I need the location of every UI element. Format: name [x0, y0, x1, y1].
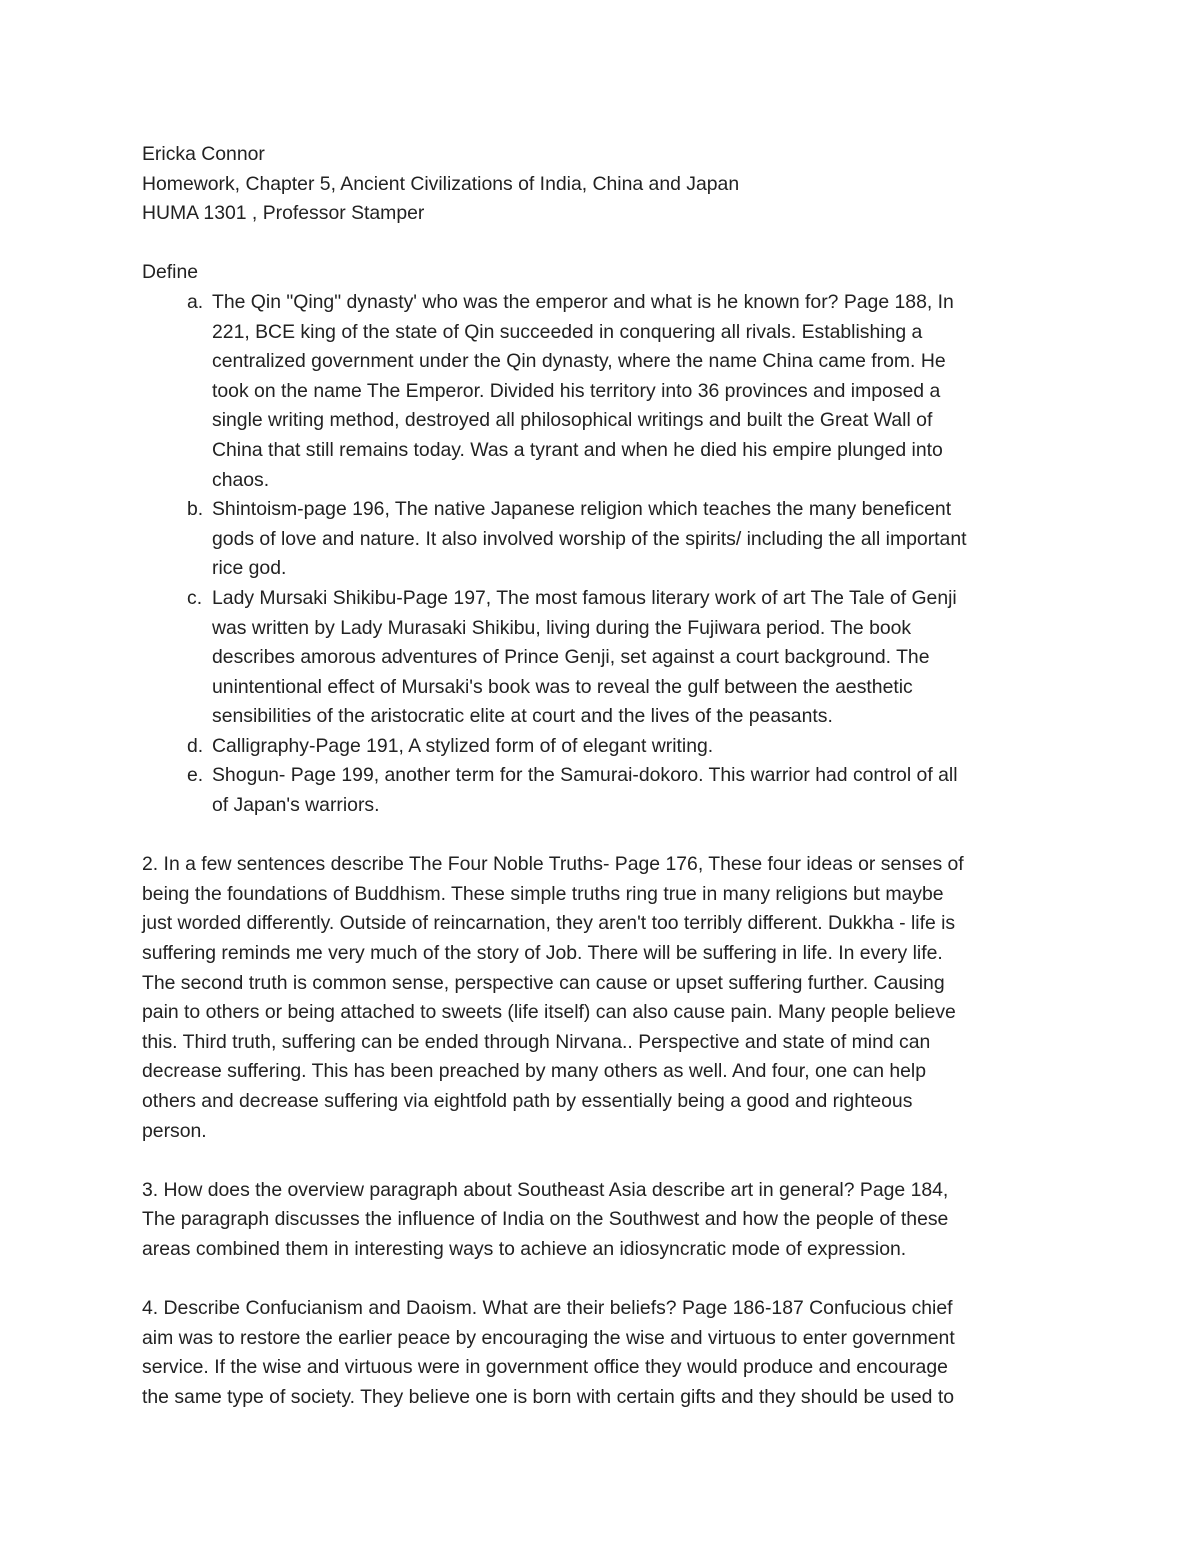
text-line: was written by Lady Murasaki Shikibu, living during the Fujiwara period. The book: [212, 616, 912, 639]
list-marker: d.: [187, 734, 204, 757]
text-line: service. If the wise and virtuous were in government office they would produce and encourage: [142, 1356, 948, 1379]
text-line: Calligraphy-Page 191, A stylized form of of elegant writing.: [212, 734, 714, 757]
list-item: [142, 288, 1062, 495]
list-item-text: [212, 761, 958, 820]
text-line: chaos.: [212, 468, 270, 491]
text-line: Shogun- Page 199, another term for the Samurai-dokoro. This warrior had control of all: [212, 764, 958, 787]
text-line: China that still remains today. Was a tyrant and when he died his empire plunged into: [212, 438, 943, 461]
list-marker: a.: [187, 290, 204, 313]
spacer: [142, 1265, 1062, 1295]
course-info: HUMA 1301 , Professor Stamper: [142, 202, 425, 225]
text-line: others and decrease suffering via eightfold path by essentially being a good and righteous: [142, 1090, 913, 1112]
list-marker: e.: [187, 764, 204, 787]
spacer: [142, 229, 1062, 259]
list-item: [142, 584, 1062, 732]
text-line: unintentional effect of Mursaki's book was to reveal the gulf between the aesthetic: [212, 675, 913, 698]
list-marker-wrap: [142, 288, 212, 495]
text-line: suffering reminds me very much of the story of Job. There will be suffering in life. In every life.: [142, 942, 943, 965]
text-line: single writing method, destroyed all philosophical writings and built the Great Wall of: [212, 409, 933, 432]
text-line: 4. Describe Confucianism and Daoism. What are their beliefs? Page 186-187 Confucious chief: [142, 1297, 953, 1320]
text-line: gods of love and nature. It also involved worship of the spirits/ including the all important: [212, 527, 967, 550]
text-line: 221, BCE king of the state of Qin succeeded in conquering all rivals. Establishing a: [212, 320, 923, 343]
text-line: Lady Mursaki Shikibu-Page 197, The most famous literary work of art The Tale of Genji: [212, 586, 957, 609]
text-line: being the foundations of Buddhism. These simple truths ring true in many religions but maybe: [142, 882, 944, 905]
text-line: of Japan's warriors.: [212, 794, 380, 817]
text-line: sensibilities of the aristocratic elite at court and the lives of the peasants.: [212, 705, 833, 728]
spacer: [142, 1146, 1062, 1176]
text-line: the same type of society. They believe one is born with certain gifts and they should be used to: [142, 1385, 955, 1408]
text-line: person.: [142, 1119, 207, 1142]
list-item: [142, 761, 1062, 820]
document-body: [142, 140, 1062, 1413]
list-item-text: [212, 495, 967, 584]
define-list: [142, 288, 1062, 821]
assignment-title: Homework, Chapter 5, Ancient Civilizations of India, China and Japan: [142, 172, 740, 195]
text-line: The second truth is common sense, perspective can cause or upset suffering further. Causing: [142, 971, 945, 994]
list-item: [142, 495, 1062, 584]
define-heading: Define: [142, 261, 199, 284]
text-line: decrease suffering. This has been preached by many others as well. And four, one can help: [142, 1060, 927, 1083]
text-line: centralized government under the Qin dynasty, where the name China came from. He: [212, 350, 946, 373]
text-line: Shintoism-page 196, The native Japanese religion which teaches the many beneficent: [212, 498, 952, 521]
question-4: [142, 1294, 1062, 1412]
text-line: just worded differently. Outside of reincarnation, they aren't too terribly different. Dukkha - life is: [142, 912, 956, 935]
text-line: rice god.: [212, 557, 287, 580]
list-marker-wrap: [142, 761, 212, 820]
text-line: The paragraph discusses the influence of India on the Southwest and how the people of these: [142, 1208, 949, 1231]
list-marker-wrap: [142, 732, 212, 762]
list-item-text: [212, 288, 954, 495]
spacer: [142, 821, 1062, 851]
list-item-text: [212, 584, 957, 732]
author-name: Ericka Connor: [142, 143, 265, 165]
text-line: describes amorous adventures of Prince Genji, set against a court background. The: [212, 646, 930, 669]
text-line: took on the name The Emperor. Divided his territory into 36 provinces and imposed a: [212, 379, 941, 402]
text-line: aim was to restore the earlier peace by encouraging the wise and virtuous to enter government: [142, 1326, 955, 1349]
text-line: The Qin "Qing" dynasty' who was the emperor and what is he known for? Page 188, In: [212, 290, 954, 313]
list-item-text: [212, 732, 713, 762]
text-line: this. Third truth, suffering can be ended through Nirvana.. Perspective and state of mind can: [142, 1030, 931, 1053]
list-marker: c.: [187, 586, 203, 609]
question-3: [142, 1176, 1062, 1265]
question-2: [142, 850, 1062, 1146]
text-line: 3. How does the overview paragraph about Southeast Asia describe art in general? Page 184,: [142, 1178, 949, 1201]
text-line: pain to others or being attached to sweets (life itself) can also cause pain. Many people believe: [142, 1001, 956, 1024]
list-marker-wrap: [142, 584, 212, 732]
text-line: 2. In a few sentences describe The Four Noble Truths- Page 176, These four ideas or senses of: [142, 853, 964, 876]
list-item: [142, 732, 1062, 762]
list-marker: b.: [187, 498, 204, 521]
text-line: areas combined them in interesting ways to achieve an idiosyncratic mode of expression.: [142, 1237, 907, 1260]
list-marker-wrap: [142, 495, 212, 584]
